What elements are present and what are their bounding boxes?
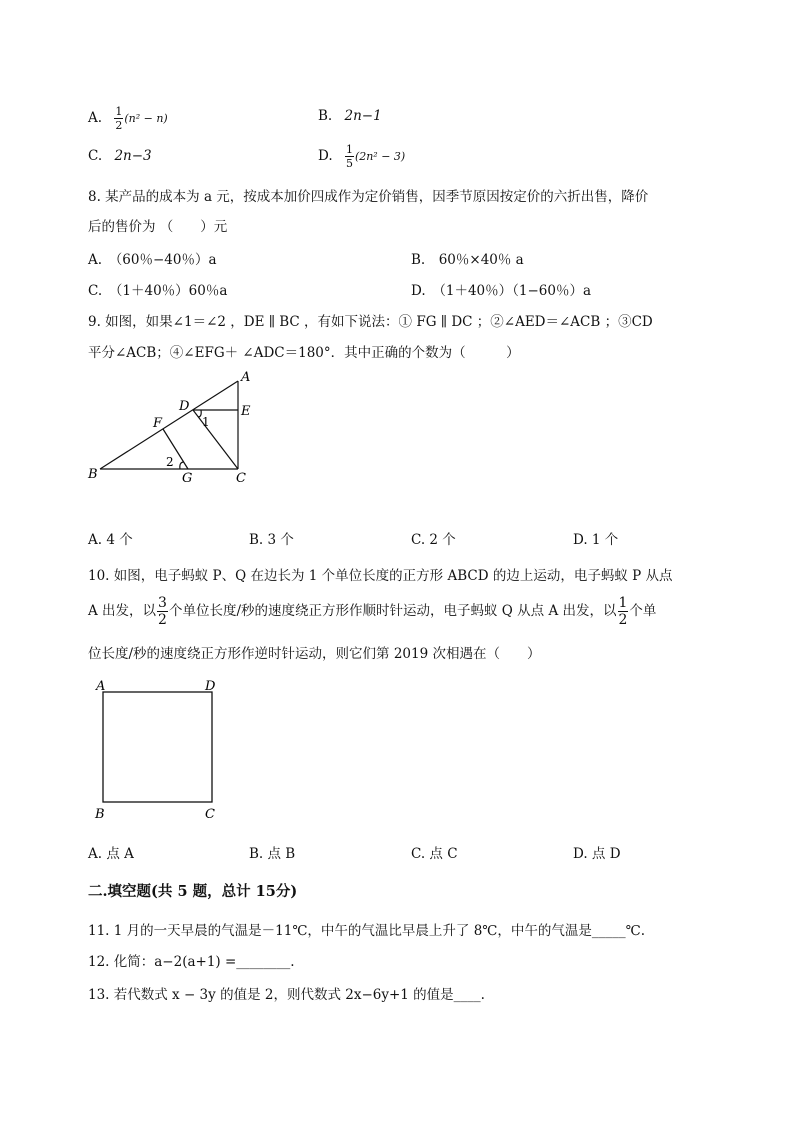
q7-option-d-label: D. [318,148,333,164]
q8-option-a: A. （60％−40％）a [88,252,217,268]
q10-line2-mid: 个单位长度/秒的速度绕正方形作顺时针运动，电子蚂蚁 Q 从点 A 出发，以 [168,603,617,619]
q9-stem-line1: 9. 如图，如果∠1＝∠2 ，DE ∥ BC ，有如下说法：① FG ∥ DC ；②∠AED＝∠ACB ；③CD [88,314,653,330]
q9-label-f: F [153,416,163,431]
q11-text: 11. 1 月的一天早晨的气温是－11℃，中午的气温比早晨上升了 8℃，中午的气温是_____℃. [88,923,646,939]
q10-label-a: A [96,679,106,694]
q10-stem-line3: 位长度/秒的速度绕正方形作逆时针运动，则它们第 2019 次相遇在（ ） [88,646,541,662]
q7-option-a-label: A. [88,110,103,126]
q8-option-d: D. （1＋40％）（1−60％）a [411,283,592,299]
q7-option-a-fraction: $\frac{1}{2}$ [115,105,123,132]
q9-label-b: B [88,467,98,482]
q10-option-c: C. 点 C [411,846,458,862]
q7-option-a [88,106,168,131]
q9-label-g: G [182,471,193,486]
section-fill-in-title: 二.填空题(共 5 题，总计 15分) [88,883,298,900]
q10-stem-line2 [88,596,656,627]
q9-label-c: C [236,471,246,486]
q9-label-a: A [241,370,251,385]
q7-option-c-label: C. [88,148,103,164]
q10-line2-pre: A 出发，以 [88,603,157,619]
q10-figure [84,672,234,822]
q10-fraction-speed-q: $\frac{1}{2}$ [618,595,628,628]
q10-label-d: D [205,679,216,694]
q9-angle2-label: 2 [166,455,174,469]
q7-option-b [318,108,382,124]
q10-option-b: B. 点 B [249,846,296,862]
q7-option-c [88,148,152,164]
q9-stem-line2: 平分∠ACB；④∠EFG＋ ∠ADC＝180°．其中正确的个数为（ ） [88,345,520,361]
q7-option-d-fraction: $\frac{1}{5}$ [345,143,353,170]
q10-label-b: B [95,807,105,822]
q10-square-abcd [103,692,212,802]
q8-stem-line1: 8. 某产品的成本为 a 元，按成本加价四成作为定价销售，因季节原因按定价的六折出售，降价 [88,189,649,205]
q9-angle1-label: 1 [202,415,210,429]
q7-option-a-expr: (n² − n) [124,112,168,125]
q9-figure [80,365,270,490]
q9-option-a: A. 4 个 [88,532,133,548]
q10-option-a: A. 点 A [88,846,134,862]
q7-option-d [318,144,405,169]
q10-label-c: C [205,807,215,822]
q9-label-d: D [179,399,190,414]
q9-option-c: C. 2 个 [411,532,456,548]
q10-fraction-speed-p: $\frac{3}{2}$ [158,595,167,628]
q9-label-e: E [241,404,251,419]
q8-option-c: C. （1＋40％）60％a [88,283,228,299]
q7-option-b-expr: 2n−1 [344,108,382,124]
q9-angle2-arc [180,462,184,469]
q13-text: 13. 若代数式 x − 3y 的值是 2，则代数式 2x−6y+1 的值是____. [88,987,485,1003]
q7-option-d-expr: (2n² − 3) [354,150,406,163]
q9-angle1-arc [198,410,201,417]
q10-line2-post: 个单 [629,603,657,619]
q9-segment-dc [193,410,238,469]
q10-option-d: D. 点 D [573,846,621,862]
q8-option-b: B. 60％×40％ a [411,252,524,268]
q8-stem-line2: 后的售价为 （ ）元 [88,219,228,235]
q10-stem-line1: 10. 如图，电子蚂蚁 P、Q 在边长为 1 个单位长度的正方形 ABCD 的边上运动，电子蚂蚁 P 从点 [88,568,673,584]
q12-text: 12. 化简：a−2(a+1) =________. [88,954,295,970]
q7-option-c-expr: 2n−3 [114,148,152,164]
q9-option-b: B. 3 个 [249,532,294,548]
q7-option-b-label: B. [318,108,333,124]
q9-option-d: D. 1 个 [573,532,619,548]
